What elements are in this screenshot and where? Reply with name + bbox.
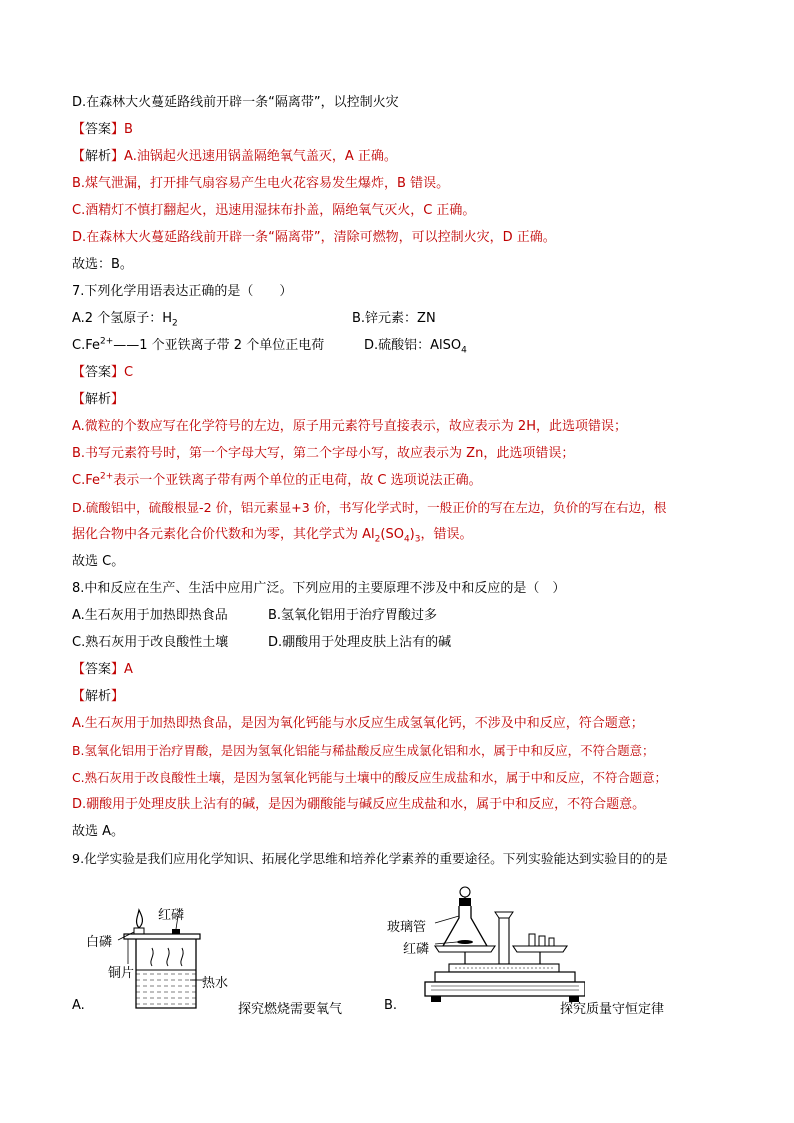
q7-analysis-c xyxy=(72,472,482,490)
bracket: 【 xyxy=(72,689,86,704)
q7-analysis-a: A.微粒的个数应写在化学符号的左边，原子用元素符号直接表示，故应表示为 2H，此选项错误； xyxy=(72,419,627,434)
figure-a-caption: 探究燃烧需要氧气 xyxy=(238,1002,343,1017)
q9-stem: 9.化学实验是我们应用化学知识、拓展化学思维和培养化学素养的重要途径。下列实验能达到实验目的的是 xyxy=(72,851,668,866)
subscript: 4 xyxy=(403,534,410,545)
q7-analysis-d-line1: D.硫酸铝中，硫酸根显-2 价，铝元素显+3 价，书写化学式时，一般正价的写在左边，负价的写在右边，根 xyxy=(72,500,667,515)
subscript: 2 xyxy=(171,318,178,329)
label-red-phosphorus: 红磷 xyxy=(158,908,185,923)
q7-answer xyxy=(72,364,133,382)
subscript: 3 xyxy=(414,534,421,545)
superscript: 2+ xyxy=(99,471,114,482)
q7-analysis-d-line2 xyxy=(72,526,473,544)
q7-analysis-b: B.书写元素符号时，第一个字母大写，第二个字母小写，故应表示为 Zn，此选项错误； xyxy=(72,446,575,461)
figure-b-option-letter: B. xyxy=(384,998,398,1013)
bracket: 【 xyxy=(72,149,86,164)
q8-conclusion: 故选 A。 xyxy=(72,824,125,839)
q8-analysis-b: B.氢氧化铝用于治疗胃酸，是因为氢氧化铝能与稀盐酸反应生成氯化铝和水，属于中和反应，不符合题意； xyxy=(72,743,655,758)
analysis-d-end: ，错误。 xyxy=(420,527,473,542)
q6-answer xyxy=(72,121,133,139)
formula-part: ) xyxy=(409,527,415,542)
q7-stem: 7.下列化学用语表达正确的是（ ） xyxy=(72,284,293,299)
label-glass-tube: 玻璃管 xyxy=(387,920,427,935)
analysis-d-text: 据化合物中各元素化合价代数和为零，其化学式为 Al xyxy=(72,527,375,542)
q7-conclusion: 故选 C。 xyxy=(72,554,125,569)
subscript: 2 xyxy=(374,534,381,545)
label-hot-water: 热水 xyxy=(202,976,229,991)
q8-option-d: D.硼酸用于处理皮肤上沾有的碱 xyxy=(268,635,452,650)
bracket: 【 xyxy=(72,122,86,137)
q8-analysis-heading xyxy=(72,688,124,706)
q8-analysis-c: C.熟石灰用于改良酸性土壤，是因为氢氧化钙能与土壤中的酸反应生成盐和水，属于中和反应，不符合题意； xyxy=(72,770,667,785)
analysis-tag: 解析 xyxy=(85,149,112,164)
answer-value: C xyxy=(124,365,134,380)
q8-answer xyxy=(72,661,133,679)
q7-option-c xyxy=(72,337,324,355)
q8-analysis-d: D.硼酸用于处理皮肤上沾有的碱，是因为硼酸能与碱反应生成盐和水，属于中和反应，不符合题意。 xyxy=(72,797,646,812)
q6-analysis-a-line xyxy=(72,148,397,166)
figure-b-caption: 探究质量守恒定律 xyxy=(560,1002,665,1017)
answer-tag: 答案 xyxy=(85,662,112,677)
superscript: 2+ xyxy=(99,336,114,347)
q6-analysis-b: B.煤气泄漏，打开排气扇容易产生电火花容易发生爆炸，B 错误。 xyxy=(72,176,450,191)
q8-option-b: B.氢氧化铝用于治疗胃酸过多 xyxy=(268,608,438,623)
q6-conclusion: 故选：B。 xyxy=(72,257,133,272)
q7-analysis-heading xyxy=(72,391,124,409)
q6-analysis-a: A.油锅起火迅速用锅盖隔绝氧气盖灭，A 正确。 xyxy=(124,149,397,164)
analysis-c-text: C.Fe xyxy=(72,473,100,488)
option-c-rest: ——1 个亚铁离子带 2 个单位正电荷 xyxy=(113,338,325,353)
option-a-text: A.2 个氢原子：H xyxy=(72,311,172,326)
bracket: 】 xyxy=(111,689,125,704)
bracket: 】 xyxy=(111,122,125,137)
q7-option-d xyxy=(364,337,467,355)
bracket: 】 xyxy=(111,392,125,407)
answer-tag: 答案 xyxy=(85,122,112,137)
q6-option-d: D.在森林大火蔓延路线前开辟一条“隔离带”，以控制火灾 xyxy=(72,95,399,110)
answer-value: A xyxy=(124,662,133,677)
label-red-phosphorus-b: 红磷 xyxy=(403,942,430,957)
figure-b-mass-conservation xyxy=(387,886,595,1016)
q8-option-a: A.生石灰用于加热即热食品 xyxy=(72,608,228,623)
q7-option-b: B.锌元素：ZN xyxy=(352,311,436,326)
q8-analysis-a: A.生石灰用于加热即热食品，是因为氧化钙能与水反应生成氢氧化钙，不涉及中和反应，符合题意； xyxy=(72,716,644,731)
bracket: 】 xyxy=(111,365,125,380)
bracket: 】 xyxy=(111,149,125,164)
label-copper-plate: 铜片 xyxy=(108,966,135,981)
bracket: 【 xyxy=(72,662,86,677)
q6-analysis-c: C.酒精灯不慎打翻起火，迅速用湿抹布扑盖，隔绝氧气灭火，C 正确。 xyxy=(72,203,476,218)
answer-value: B xyxy=(124,122,133,137)
q7-option-a xyxy=(72,310,178,328)
q8-option-c: C.熟石灰用于改良酸性土壤 xyxy=(72,635,229,650)
analysis-tag: 解析 xyxy=(85,392,112,407)
bracket: 】 xyxy=(111,662,125,677)
bracket: 【 xyxy=(72,392,86,407)
formula-part: (SO xyxy=(380,527,404,542)
subscript: 4 xyxy=(461,345,467,356)
option-c-text: C.Fe xyxy=(72,338,100,353)
label-white-phosphorus: 白磷 xyxy=(86,935,113,950)
q6-analysis-d: D.在森林大火蔓延路线前开辟一条“隔离带”，清除可燃物，可以控制火灾，D 正确。 xyxy=(72,230,556,245)
option-d-text: D.硫酸铝：AlSO xyxy=(364,338,462,353)
figure-a-option-letter: A. xyxy=(72,998,85,1013)
q8-stem: 8.中和反应在生产、生活中应用广泛。下列应用的主要原理不涉及中和反应的是（ ） xyxy=(72,581,566,596)
analysis-tag: 解析 xyxy=(85,689,112,704)
bracket: 【 xyxy=(72,365,86,380)
analysis-c-rest: 表示一个亚铁离子带有两个单位的正电荷，故 C 选项说法正确。 xyxy=(113,473,482,488)
answer-tag: 答案 xyxy=(85,365,112,380)
